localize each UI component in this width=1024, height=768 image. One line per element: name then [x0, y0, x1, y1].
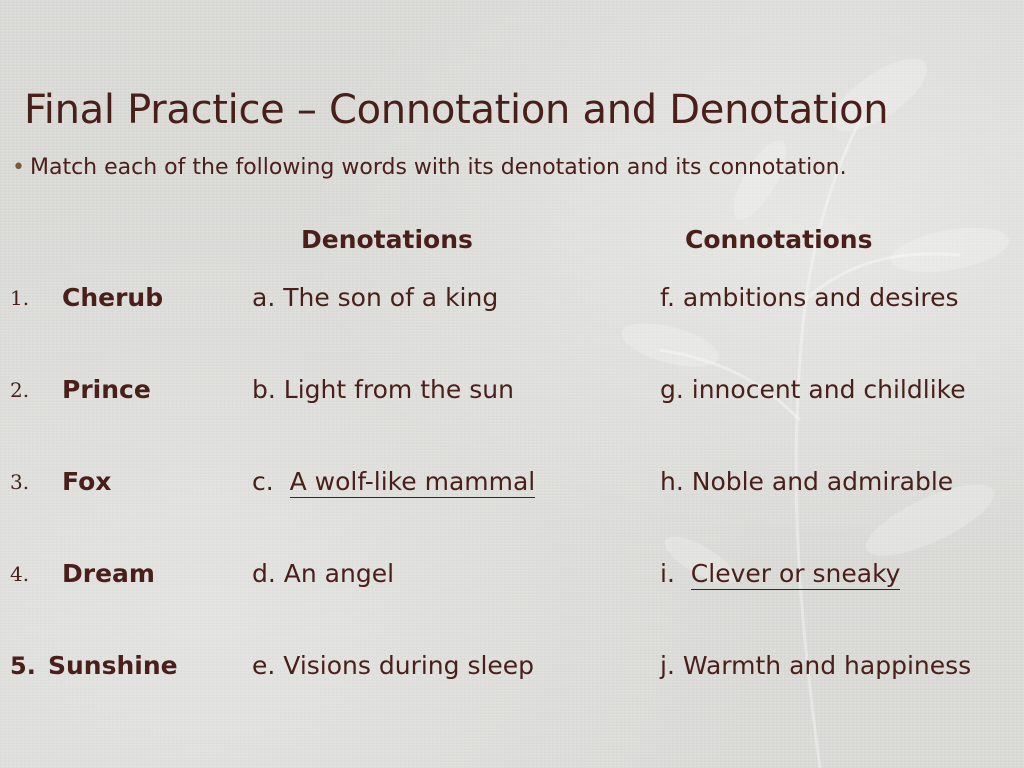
denotation-underlined-text: A wolf-like mammal — [289, 467, 536, 496]
bullet-icon: • — [12, 155, 25, 180]
denotation-option: b. Light from the sun — [252, 375, 514, 404]
row-number: 1. — [10, 286, 30, 310]
match-row — [0, 558, 1024, 592]
connotations-header: Connotations — [685, 225, 873, 254]
row-number: 4. — [10, 562, 30, 586]
connotation-option: g. innocent and childlike — [660, 375, 966, 404]
match-row — [0, 650, 1024, 684]
denotation-option: e. Visions during sleep — [252, 651, 535, 680]
connotation-option: j. Warmth and happiness — [660, 651, 972, 680]
denotations-header: Denotations — [301, 225, 473, 254]
row-number: 5. — [10, 652, 36, 680]
row-number: 2. — [10, 378, 30, 402]
connotation-option — [660, 558, 900, 590]
denotation-letter: c. — [252, 467, 290, 496]
match-row — [0, 282, 1024, 316]
slide-title: Final Practice – Connotation and Denotation — [24, 87, 889, 133]
vocabulary-word: Fox — [62, 467, 112, 496]
vocabulary-word: Prince — [62, 375, 151, 404]
connotation-letter: i. — [660, 559, 691, 588]
denotation-option: d. An angel — [252, 559, 395, 588]
vocabulary-word: Dream — [62, 559, 155, 588]
row-number: 3. — [10, 470, 30, 494]
match-row — [0, 466, 1024, 500]
match-row — [0, 374, 1024, 408]
vocabulary-word: Cherub — [62, 283, 164, 312]
instruction-bullet — [12, 154, 847, 182]
denotation-option: a. The son of a king — [252, 283, 499, 312]
denotation-option — [252, 466, 535, 498]
instruction-text: Match each of the following words with its denotation and its connotation. — [30, 155, 847, 180]
connotation-option: f. ambitions and desires — [660, 283, 959, 312]
connotation-option: h. Noble and admirable — [660, 467, 954, 496]
connotation-underlined-text: Clever or sneaky — [690, 559, 901, 588]
vocabulary-word: Sunshine — [48, 651, 178, 680]
